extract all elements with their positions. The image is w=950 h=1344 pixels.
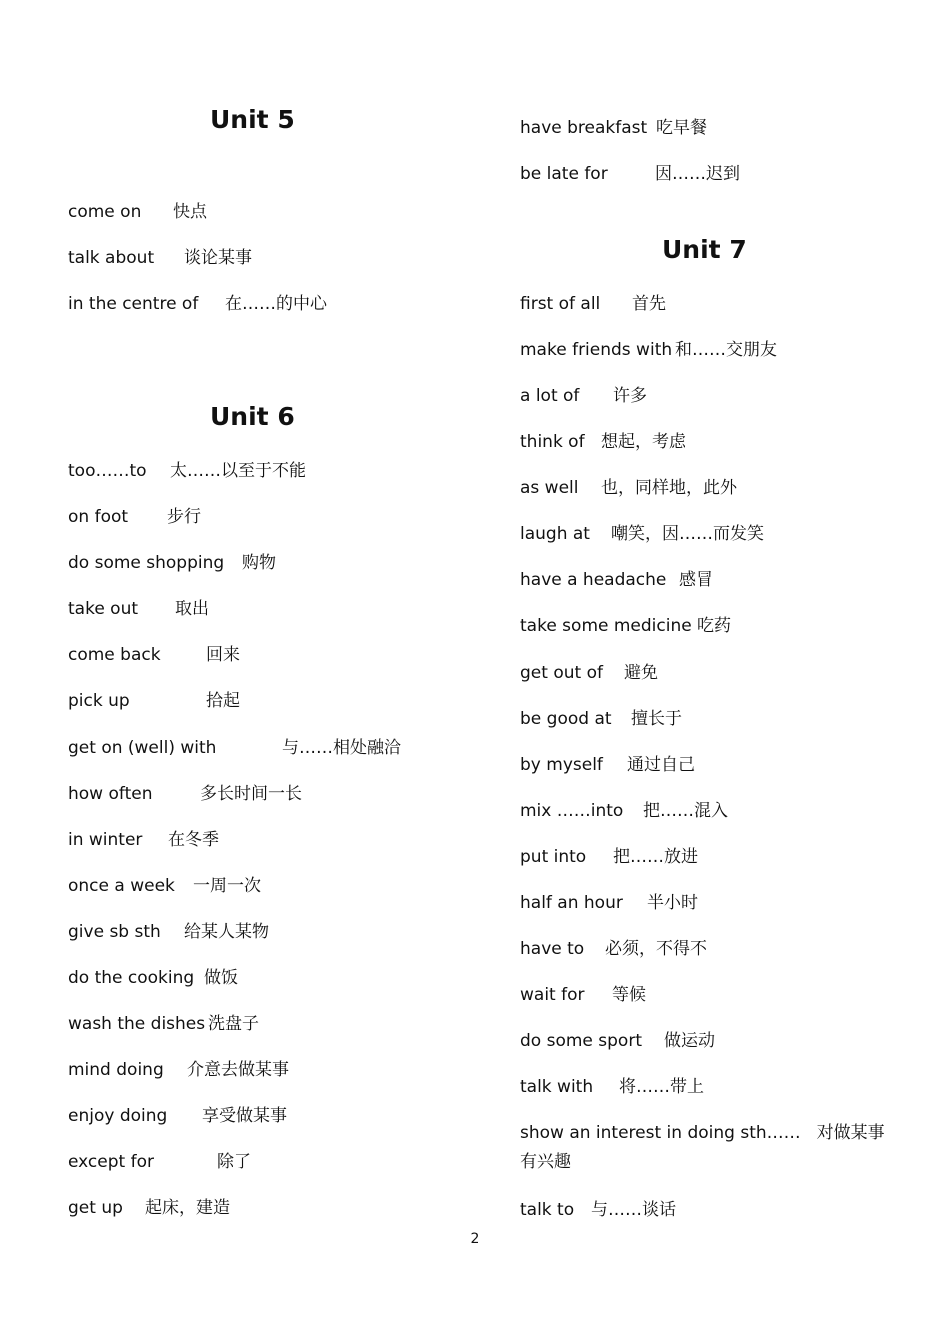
phrase-english: have breakfast bbox=[520, 118, 648, 138]
phrase-chinese: 首先 bbox=[632, 294, 666, 314]
phrase-row bbox=[68, 1010, 259, 1039]
phrase-chinese: 因……迟到 bbox=[655, 164, 740, 184]
phrase-row bbox=[520, 797, 728, 826]
unit5-heading: Unit 5 bbox=[210, 105, 295, 134]
phrase-row bbox=[68, 457, 306, 486]
phrase-row bbox=[68, 1056, 289, 1085]
phrase-chinese: 一周一次 bbox=[193, 876, 261, 896]
phrase-chinese: 把……放进 bbox=[613, 847, 698, 867]
phrase-english: take out bbox=[68, 599, 139, 619]
phrase-english: as well bbox=[520, 478, 579, 498]
phrase-row bbox=[68, 641, 240, 670]
phrase-english: be late for bbox=[520, 164, 608, 184]
phrase-row bbox=[68, 826, 219, 855]
phrase-row bbox=[520, 566, 713, 595]
phrase-english: have to bbox=[520, 939, 585, 959]
phrase-english: come back bbox=[68, 645, 161, 665]
phrase-row bbox=[520, 428, 686, 457]
phrase-row bbox=[68, 1102, 287, 1131]
phrase-row bbox=[520, 336, 777, 365]
phrase-english: half an hour bbox=[520, 893, 623, 913]
phrase-chinese: 太……以至于不能 bbox=[170, 461, 306, 481]
phrase-english: talk about bbox=[68, 248, 155, 268]
phrase-row bbox=[520, 889, 698, 918]
phrase-chinese: 与……谈话 bbox=[591, 1200, 676, 1220]
phrase-row bbox=[68, 780, 302, 809]
phrase-english: a lot of bbox=[520, 386, 580, 406]
phrase-english: put into bbox=[520, 847, 587, 867]
phrase-chinese: 介意去做某事 bbox=[187, 1060, 289, 1080]
phrase-english: think of bbox=[520, 432, 585, 452]
phrase-english: on foot bbox=[68, 507, 129, 527]
phrase-chinese: 购物 bbox=[242, 553, 276, 573]
phrase-english: get on (well) with bbox=[68, 738, 217, 758]
phrase-chinese: 许多 bbox=[613, 386, 647, 406]
phrase-chinese: 拾起 bbox=[206, 691, 240, 711]
phrase-chinese: 把……混入 bbox=[643, 801, 728, 821]
phrase-english: be good at bbox=[520, 709, 612, 729]
phrase-chinese: 在……的中心 bbox=[225, 294, 327, 314]
phrase-row bbox=[520, 935, 707, 964]
phrase-row bbox=[520, 1027, 715, 1056]
phrase-row bbox=[520, 751, 695, 780]
phrase-row bbox=[68, 964, 238, 993]
phrase-row bbox=[68, 549, 276, 578]
phrase-english: wait for bbox=[520, 985, 585, 1005]
phrase-chinese: 和……交朋友 bbox=[675, 340, 777, 360]
page-number: 2 bbox=[470, 1231, 480, 1247]
phrase-english: in winter bbox=[68, 830, 143, 850]
phrase-english: enjoy doing bbox=[68, 1106, 168, 1126]
phrase-chinese: 想起，考虑 bbox=[601, 432, 686, 452]
phrase-row bbox=[520, 520, 764, 549]
phrase-chinese: 吃药 bbox=[697, 616, 731, 636]
unit7-heading: Unit 7 bbox=[662, 235, 747, 264]
phrase-chinese: 通过自己 bbox=[627, 755, 695, 775]
phrase-chinese: 擅长于 bbox=[631, 709, 682, 729]
phrase-english: talk with bbox=[520, 1077, 594, 1097]
phrase-english: except for bbox=[68, 1152, 154, 1172]
phrase-chinese: 对做某事有兴趣 bbox=[520, 1123, 885, 1172]
phrase-chinese: 做饭 bbox=[204, 968, 238, 988]
phrase-english: how often bbox=[68, 784, 153, 804]
phrase-english: get out of bbox=[520, 663, 603, 683]
phrase-row bbox=[520, 160, 740, 189]
phrase-english: once a week bbox=[68, 876, 175, 896]
phrase-english: talk to bbox=[520, 1200, 575, 1220]
phrase-chinese: 享受做某事 bbox=[202, 1106, 287, 1126]
phrase-row bbox=[68, 687, 240, 716]
phrase-english: do some sport bbox=[520, 1031, 642, 1051]
phrase-row bbox=[68, 290, 327, 319]
phrase-chinese: 吃早餐 bbox=[656, 118, 707, 138]
phrase-row bbox=[68, 1148, 251, 1177]
phrase-row bbox=[520, 659, 658, 688]
phrase-chinese: 起床，建造 bbox=[145, 1198, 230, 1218]
phrase-english: mix ……into bbox=[520, 801, 624, 821]
phrase-row bbox=[68, 198, 207, 227]
phrase-row bbox=[520, 290, 666, 319]
phrase-english: too……to bbox=[68, 461, 147, 481]
phrase-english: first of all bbox=[520, 294, 601, 314]
phrase-english: get up bbox=[68, 1198, 123, 1218]
phrase-row bbox=[520, 705, 682, 734]
phrase-row bbox=[68, 734, 401, 763]
phrase-english: wash the dishes bbox=[68, 1014, 206, 1034]
phrase-row bbox=[520, 474, 737, 503]
unit6-heading: Unit 6 bbox=[210, 402, 295, 431]
phrase-row bbox=[68, 595, 209, 624]
phrase-english: mind doing bbox=[68, 1060, 164, 1080]
phrase-row bbox=[68, 918, 269, 947]
phrase-chinese: 多长时间一长 bbox=[200, 784, 302, 804]
phrase-english: by myself bbox=[520, 755, 603, 775]
phrase-chinese: 洗盘子 bbox=[208, 1014, 259, 1034]
phrase-english: take some medicine bbox=[520, 616, 692, 636]
phrase-row bbox=[520, 1073, 704, 1102]
phrase-english: have a headache bbox=[520, 570, 667, 590]
phrase-chinese: 必须，不得不 bbox=[605, 939, 707, 959]
phrase-chinese: 快点 bbox=[173, 202, 207, 222]
phrase-english: give sb sth bbox=[68, 922, 161, 942]
phrase-row bbox=[68, 244, 252, 273]
phrase-english: laugh at bbox=[520, 524, 590, 544]
phrase-english: in the centre of bbox=[68, 294, 199, 314]
phrase-chinese: 也，同样地，此外 bbox=[601, 478, 737, 498]
phrase-row bbox=[520, 981, 646, 1010]
phrase-chinese: 感冒 bbox=[679, 570, 713, 590]
phrase-row bbox=[520, 612, 731, 641]
phrase-chinese: 避免 bbox=[624, 663, 658, 683]
phrase-chinese: 回来 bbox=[206, 645, 240, 665]
phrase-row bbox=[520, 382, 647, 411]
phrase-english: do some shopping bbox=[68, 553, 225, 573]
phrase-chinese: 取出 bbox=[175, 599, 209, 619]
phrase-chinese: 与……相处融洽 bbox=[282, 738, 401, 758]
phrase-row bbox=[520, 1196, 676, 1225]
phrase-chinese: 将……带上 bbox=[619, 1077, 704, 1097]
phrase-row bbox=[520, 843, 698, 872]
phrase-chinese: 给某人某物 bbox=[184, 922, 269, 942]
phrase-english: show an interest in doing sth…… bbox=[520, 1123, 801, 1143]
phrase-row bbox=[68, 1194, 230, 1223]
phrase-row bbox=[68, 872, 261, 901]
phrase-english: pick up bbox=[68, 691, 130, 711]
phrase-english: make friends with bbox=[520, 340, 673, 360]
phrase-chinese: 嘲笑，因……而发笑 bbox=[611, 524, 764, 544]
phrase-english: do the cooking bbox=[68, 968, 195, 988]
phrase-chinese: 步行 bbox=[167, 507, 201, 527]
phrase-chinese: 半小时 bbox=[647, 893, 698, 913]
phrase-chinese: 在冬季 bbox=[168, 830, 219, 850]
phrase-english: come on bbox=[68, 202, 142, 222]
phrase-row bbox=[520, 114, 707, 143]
phrase-chinese: 做运动 bbox=[664, 1031, 715, 1051]
phrase-chinese: 谈论某事 bbox=[184, 248, 252, 268]
phrase-row bbox=[68, 503, 201, 532]
phrase-row bbox=[520, 1119, 890, 1177]
phrase-chinese: 除了 bbox=[217, 1152, 251, 1172]
phrase-chinese: 等候 bbox=[612, 985, 646, 1005]
